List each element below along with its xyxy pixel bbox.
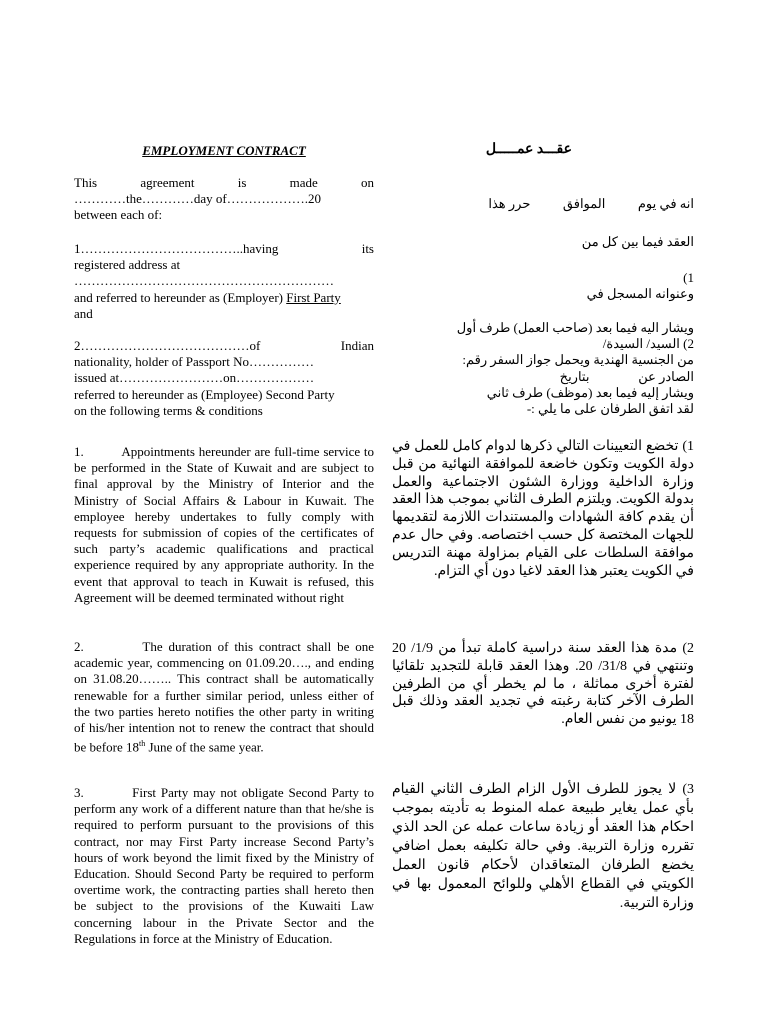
employer-label: and referred to hereunder as (Employer) bbox=[74, 289, 283, 305]
clause2-text-end: June of the same year. bbox=[145, 739, 264, 755]
clause1-english bbox=[74, 444, 374, 606]
clause3-arabic: 3) لا يجوز للطرف الأول الزام الطرف الثاني القيام بأي عمل يغاير طبيعة عمله المنوط به تأديته بموجب احكام هذا العقد أو زيادة ساعات عمله عن الحد الذي تقرره وزارة التربية. وفي حالة تكليفه بعمل اضافي يخضع الطرفان المتعاقدان لأحكام قانون العمل الكويتي في القطاع الأهلي وللوائح المعمول بها في وزارة التربية. bbox=[392, 782, 694, 911]
clause1-number: 1. bbox=[74, 444, 84, 459]
clause2-number: 2. bbox=[74, 639, 84, 654]
intro-arabic-1 bbox=[392, 196, 694, 212]
party2-line-5: on the following terms & conditions bbox=[74, 402, 263, 418]
intro-english bbox=[74, 175, 374, 224]
clause1-arabic: 1) تخضع التعيينات التالي ذكرها لدوام كامل للعمل في دولة الكويت وتكون خاضعة للموافقة النهائية من قبل وزارة الداخلية ووزارة الشئون الاجتماعية والعمل بدولة الكويت. ويلتزم الطرف الثاني بموجب هذا العقد أن يقدم كافة الشهادات والمستندات اللازمة لتقديمها للجهات المختصة كل حسب اختصاصه. وفي حال عدم موافقة السلطات على القيام بمزاولة مهنة التدريس في الكويت يعتبر هذا العقد لاغيا دون أي التزام. bbox=[392, 439, 694, 579]
arabic-party1-number: 1) bbox=[683, 270, 694, 285]
party2-english bbox=[74, 338, 374, 419]
party1-line-1: 1………………………………..having its bbox=[74, 241, 374, 256]
intro-line-2: …………the…………day of……………….20 bbox=[74, 191, 321, 207]
arabic-party2-reference: ويشار إليه فيما بعد (موظف) طرف ثاني bbox=[486, 384, 694, 400]
arabic-party1-reference: ويشار اليه فيما بعد (صاحب العمل) طرف أول bbox=[456, 320, 694, 335]
party1-line-4 bbox=[74, 290, 374, 306]
arabic-party1-address: وعنوانه المسجل في bbox=[586, 286, 694, 302]
arabic-party2-name: 2) السيد/ السيدة/ bbox=[602, 336, 694, 352]
party1-line-2: registered address at bbox=[74, 257, 181, 273]
party2-line-2: nationality, holder of Passport No…………… bbox=[74, 354, 314, 370]
intro-line-3: between each of: bbox=[74, 207, 163, 223]
clause2-english bbox=[74, 639, 374, 756]
party1-arabic bbox=[392, 270, 694, 302]
title-arabic: عقـــد عمـــــل bbox=[485, 142, 572, 157]
arabic-party2-nationality: من الجنسية الهندية ويحمل جواز السفر رقم: bbox=[462, 352, 694, 368]
arabic-intro-line-1: انه في يوم الموافق حرر هذا bbox=[488, 196, 694, 211]
clause2-text: The duration of this contract shall be one academic year, commencing on 01.09.20…., and ending on 31.08.20…….. This contract shall be automatically renewable for a further similar period, unless either of the two parties hereto notifies the other party in writing of his/her intention not to renew the contract that should be before 18 bbox=[74, 639, 375, 755]
party1-english bbox=[74, 241, 374, 322]
clause3-number: 3. bbox=[74, 785, 84, 800]
arabic-party2-issued: الصادر عن بتاريخ bbox=[559, 368, 694, 384]
arabic-terms-intro: لقد اتفق الطرفان على ما يلي :- bbox=[526, 401, 694, 417]
clause1-text: Appointments hereunder are full-time service to be performed in the State of Kuwait and are subject to final approval by the Ministry of Interior and the Ministry of Social Affairs & Labour in Kuwait. The employee hereby undertakes to fully comply with requests for submission of copies of the certificates of such party’s academic qualifications and practical experience required by any appropriate authority. In the event that approval to teach in Kuwait is refused, this Agreement will be deemed terminated without right bbox=[74, 444, 374, 605]
clause2-arabic: 2) مدة هذا العقد سنة دراسية كاملة تبدأ من 1/9/ 20 وتنتهي في 31/8/ 20. وهذا العقد قابلة للتجديد تلقائيا لفترة أخرى مماثلة ، ما لم يخطر أي من الطرفين الطرف الآخر كتابة رغبته في تجديد العقد وذلك قبل 18 يونيو من نفس العام. bbox=[392, 641, 695, 728]
party2-line-1: 2…………………………………of Indian bbox=[74, 338, 374, 353]
clause2-superscript: th bbox=[138, 739, 146, 749]
intro-arabic-2 bbox=[392, 234, 694, 250]
clause3-english bbox=[74, 785, 374, 947]
title-english: EMPLOYMENT CONTRACT bbox=[142, 143, 306, 158]
arabic-intro-line-2: العقد فيما بين كل من bbox=[581, 234, 694, 249]
party2-arabic bbox=[392, 320, 694, 417]
intro-line-1: This agreement is made on bbox=[74, 175, 374, 190]
party2-line-4: referred to hereunder as (Employee) Second Party bbox=[74, 386, 335, 402]
first-party-label: First Party bbox=[286, 289, 341, 305]
clause3-text: First Party may not obligate Second Party to perform any work of a different nature than that he/she is required to perform pursuant to the provisions of this contract, nor may First Party increase Second Party’s hours of work beyond the limit fixed by the Ministry of Education. Should Second Party be required to perform overtime work, the contracting parties shall hereto then be subject to the provisions of the Kuwaiti Law concerning labour in the Private Sector and the Regulations in force at the Ministry of Education. bbox=[74, 785, 375, 946]
party1-line-3: …………………………………………………… bbox=[74, 273, 334, 289]
party2-line-3: issued at……………………on……………… bbox=[74, 370, 315, 386]
party1-line-5: and bbox=[74, 305, 93, 321]
